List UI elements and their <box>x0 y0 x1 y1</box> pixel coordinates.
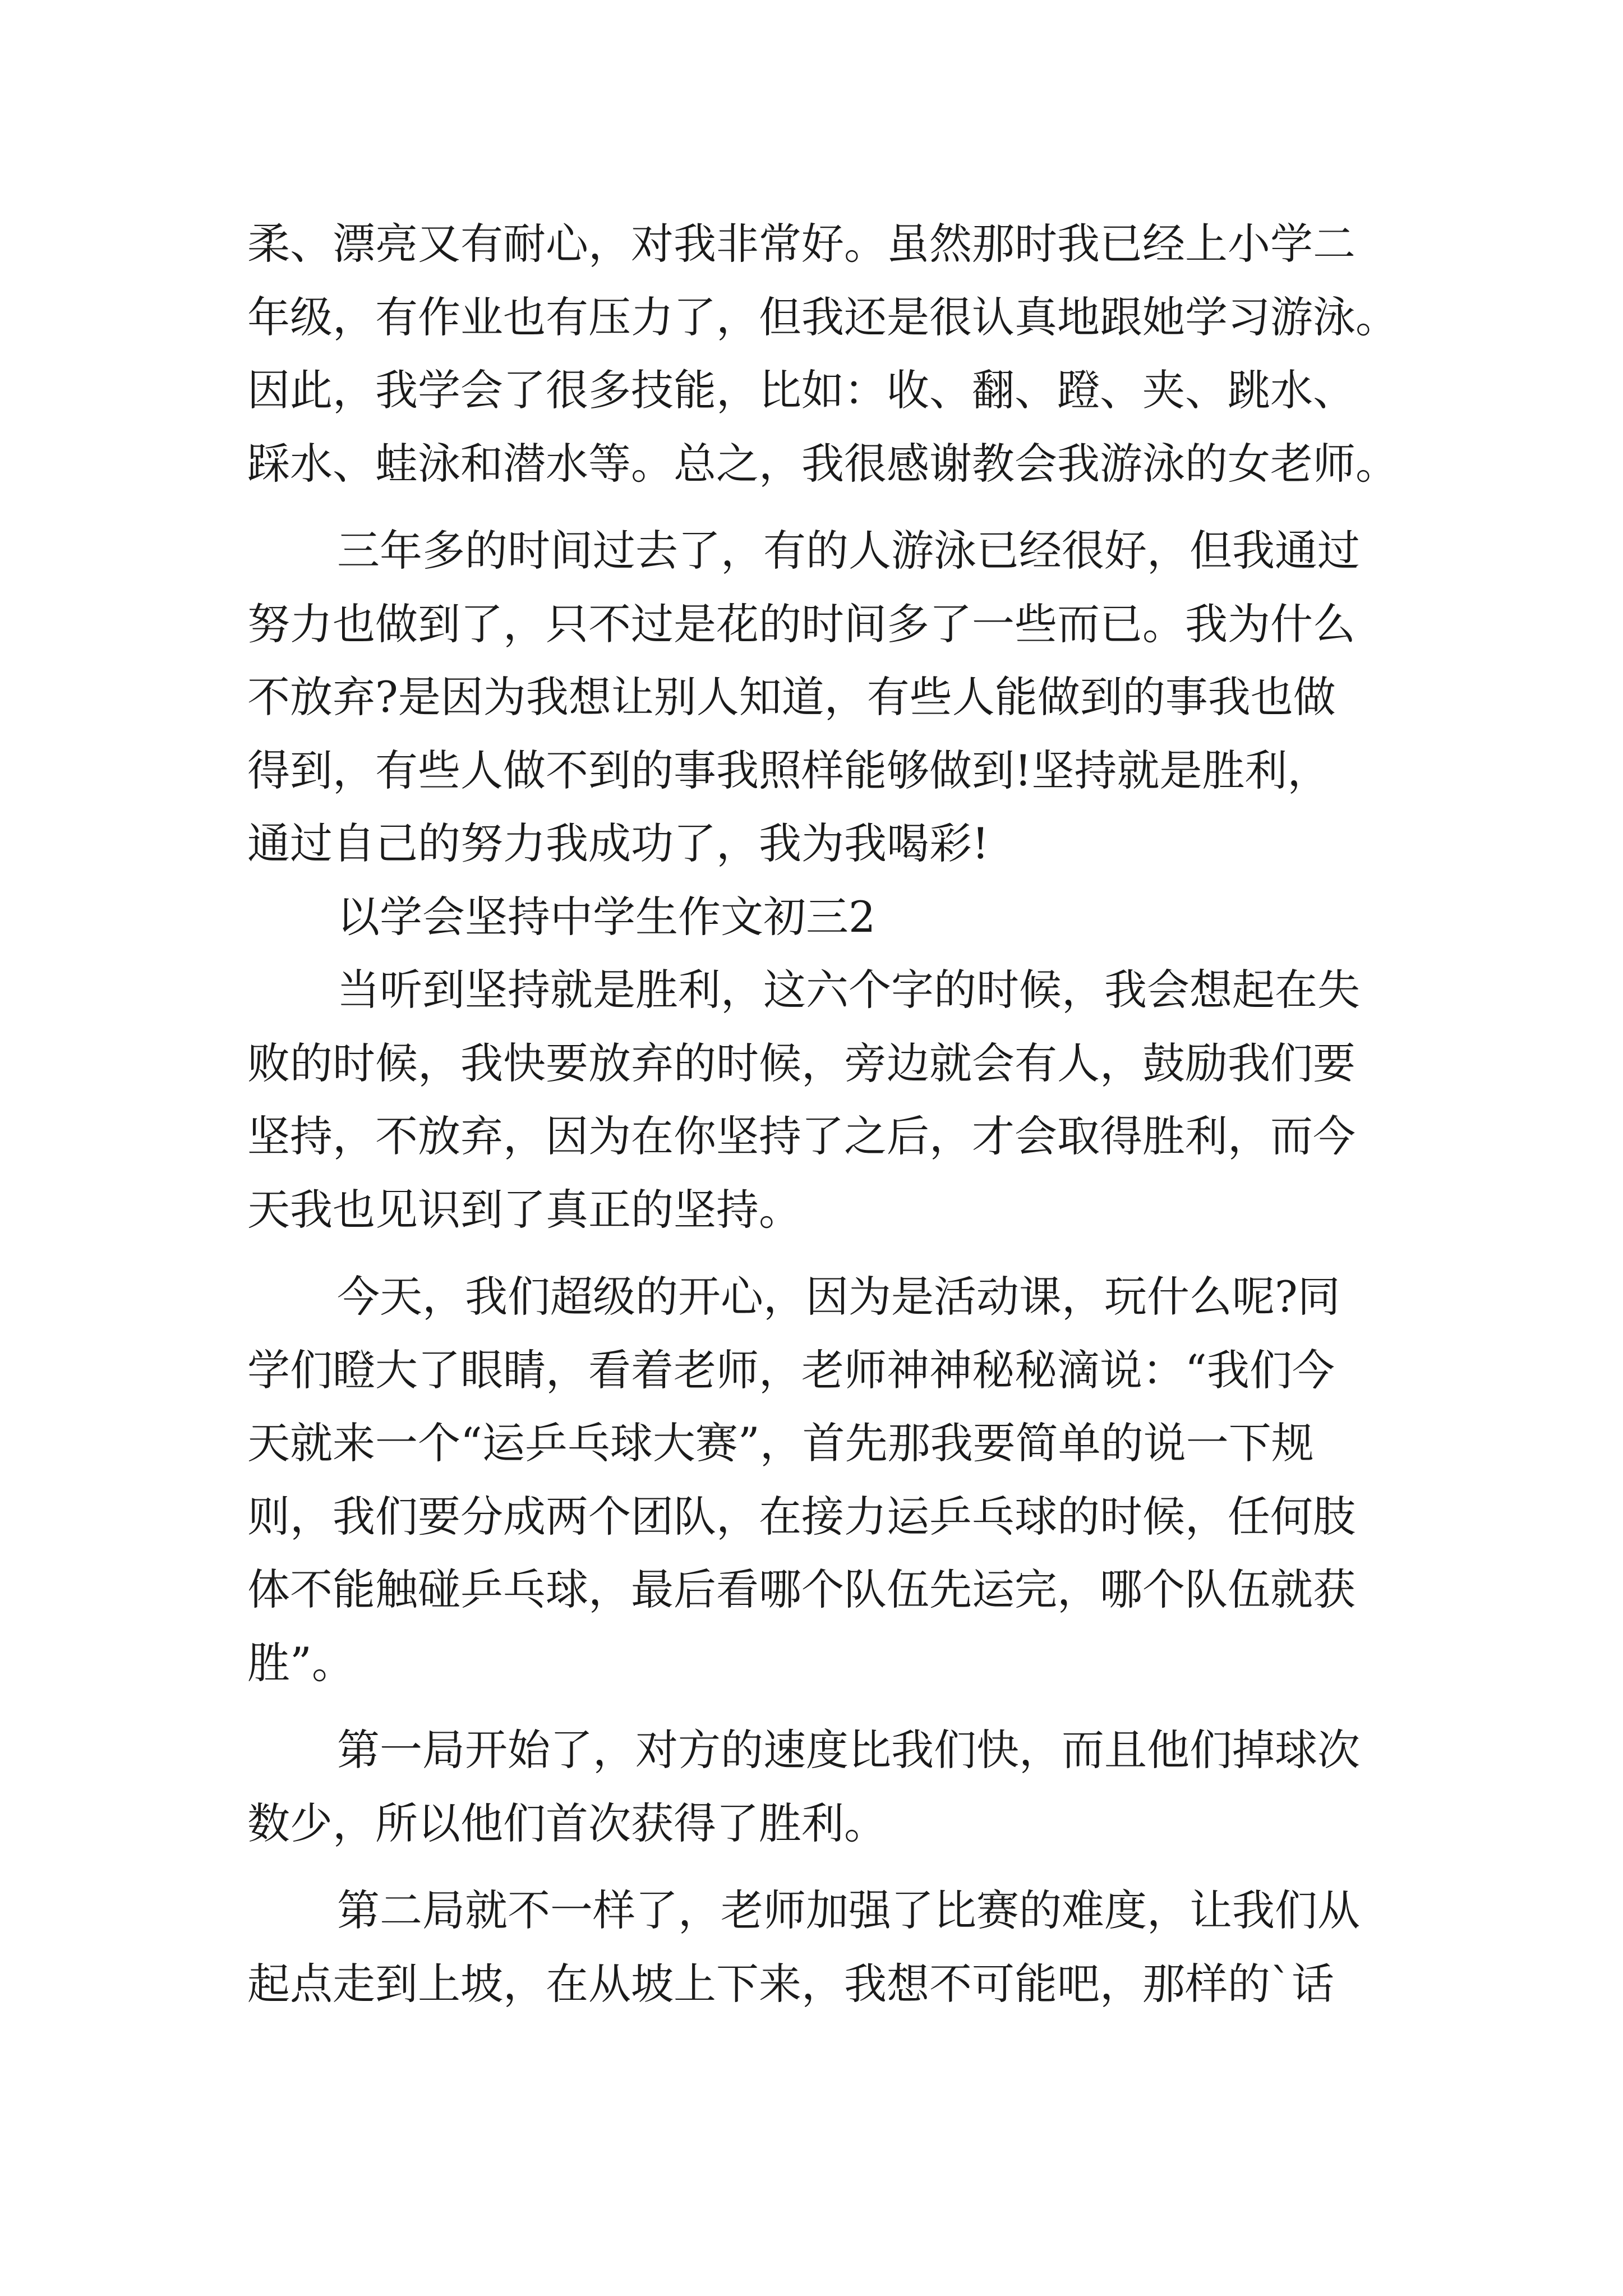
text-line: 努力也做到了，只不过是花的时间多了一些而已。我为什么 <box>247 599 1355 649</box>
section-heading-block <box>247 881 1403 954</box>
section-heading: 以学会坚持中学生作文初三2 <box>337 891 876 942</box>
text-line: 天就来一个“运乒乓球大赛”，首先那我要简单的说一下规 <box>247 1418 1314 1468</box>
text-line: 不放弃?是因为我想让别人知道，有些人能做到的事我也做 <box>247 672 1336 722</box>
text-line: 坚持，不放弃，因为在你坚持了之后，才会取得胜利，而今 <box>247 1111 1355 1161</box>
text-line: 得到，有些人做不到的事我照样能够做到!坚持就是胜利， <box>247 745 1330 795</box>
text-line: 天我也见识到了真正的坚持。 <box>247 1184 801 1235</box>
paragraph-spacer <box>247 500 1403 514</box>
text-line: 败的时候，我快要放弃的时候，旁边就会有人，鼓励我们要 <box>247 1038 1355 1088</box>
paragraph <box>247 954 1403 1246</box>
text-line: 体不能触碰乒乓球，最后看哪个队伍先运完，哪个队伍就获 <box>247 1565 1355 1614</box>
paragraph-spacer <box>247 1700 1403 1714</box>
text-line: 因此，我学会了很多技能，比如：收、翻、蹬、夹、跳水、 <box>247 365 1355 415</box>
paragraph <box>247 208 1403 500</box>
text-line: 学们瞪大了眼睛，看着老师，老师神神秘秘滴说：“我们今 <box>247 1345 1335 1395</box>
text-line: 数少，所以他们首次获得了胜利。 <box>247 1798 887 1848</box>
document-body <box>247 208 1403 2021</box>
paragraph <box>247 514 1403 881</box>
text-line: 当听到坚持就是胜利，这六个字的时候，我会想起在失 <box>337 965 1360 1015</box>
text-line: 踩水、蛙泳和潜水等。总之，我很感谢教会我游泳的女老师。 <box>247 438 1398 489</box>
text-line: 三年多的时间过去了，有的人游泳已经很好，但我通过 <box>337 526 1360 576</box>
text-line: 年级，有作业也有压力了，但我还是很认真地跟她学习游泳。 <box>247 292 1398 342</box>
text-line: 柔、漂亮又有耐心，对我非常好。虽然那时我已经上小学二 <box>247 219 1355 269</box>
text-line: 第一局开始了，对方的速度比我们快，而且他们掉球次 <box>337 1725 1360 1775</box>
paragraph <box>247 1260 1403 1700</box>
text-line: 则，我们要分成两个团队，在接力运乒乓球的时候，任何肢 <box>247 1491 1355 1542</box>
paragraph-spacer <box>247 1246 1403 1260</box>
text-line: 今天，我们超级的开心，因为是活动课，玩什么呢?同 <box>337 1272 1340 1322</box>
text-line: 胜”。 <box>247 1637 354 1688</box>
paragraph <box>247 1874 1403 2021</box>
text-line: 第二局就不一样了，老师加强了比赛的难度，让我们从 <box>337 1885 1360 1935</box>
text-line: 通过自己的努力我成功了，我为我喝彩! <box>247 818 989 868</box>
paragraph-spacer <box>247 1860 1403 1874</box>
text-line: 起点走到上坡，在从坡上下来，我想不可能吧，那样的`话 <box>247 1958 1334 2009</box>
paragraph <box>247 1714 1403 1860</box>
